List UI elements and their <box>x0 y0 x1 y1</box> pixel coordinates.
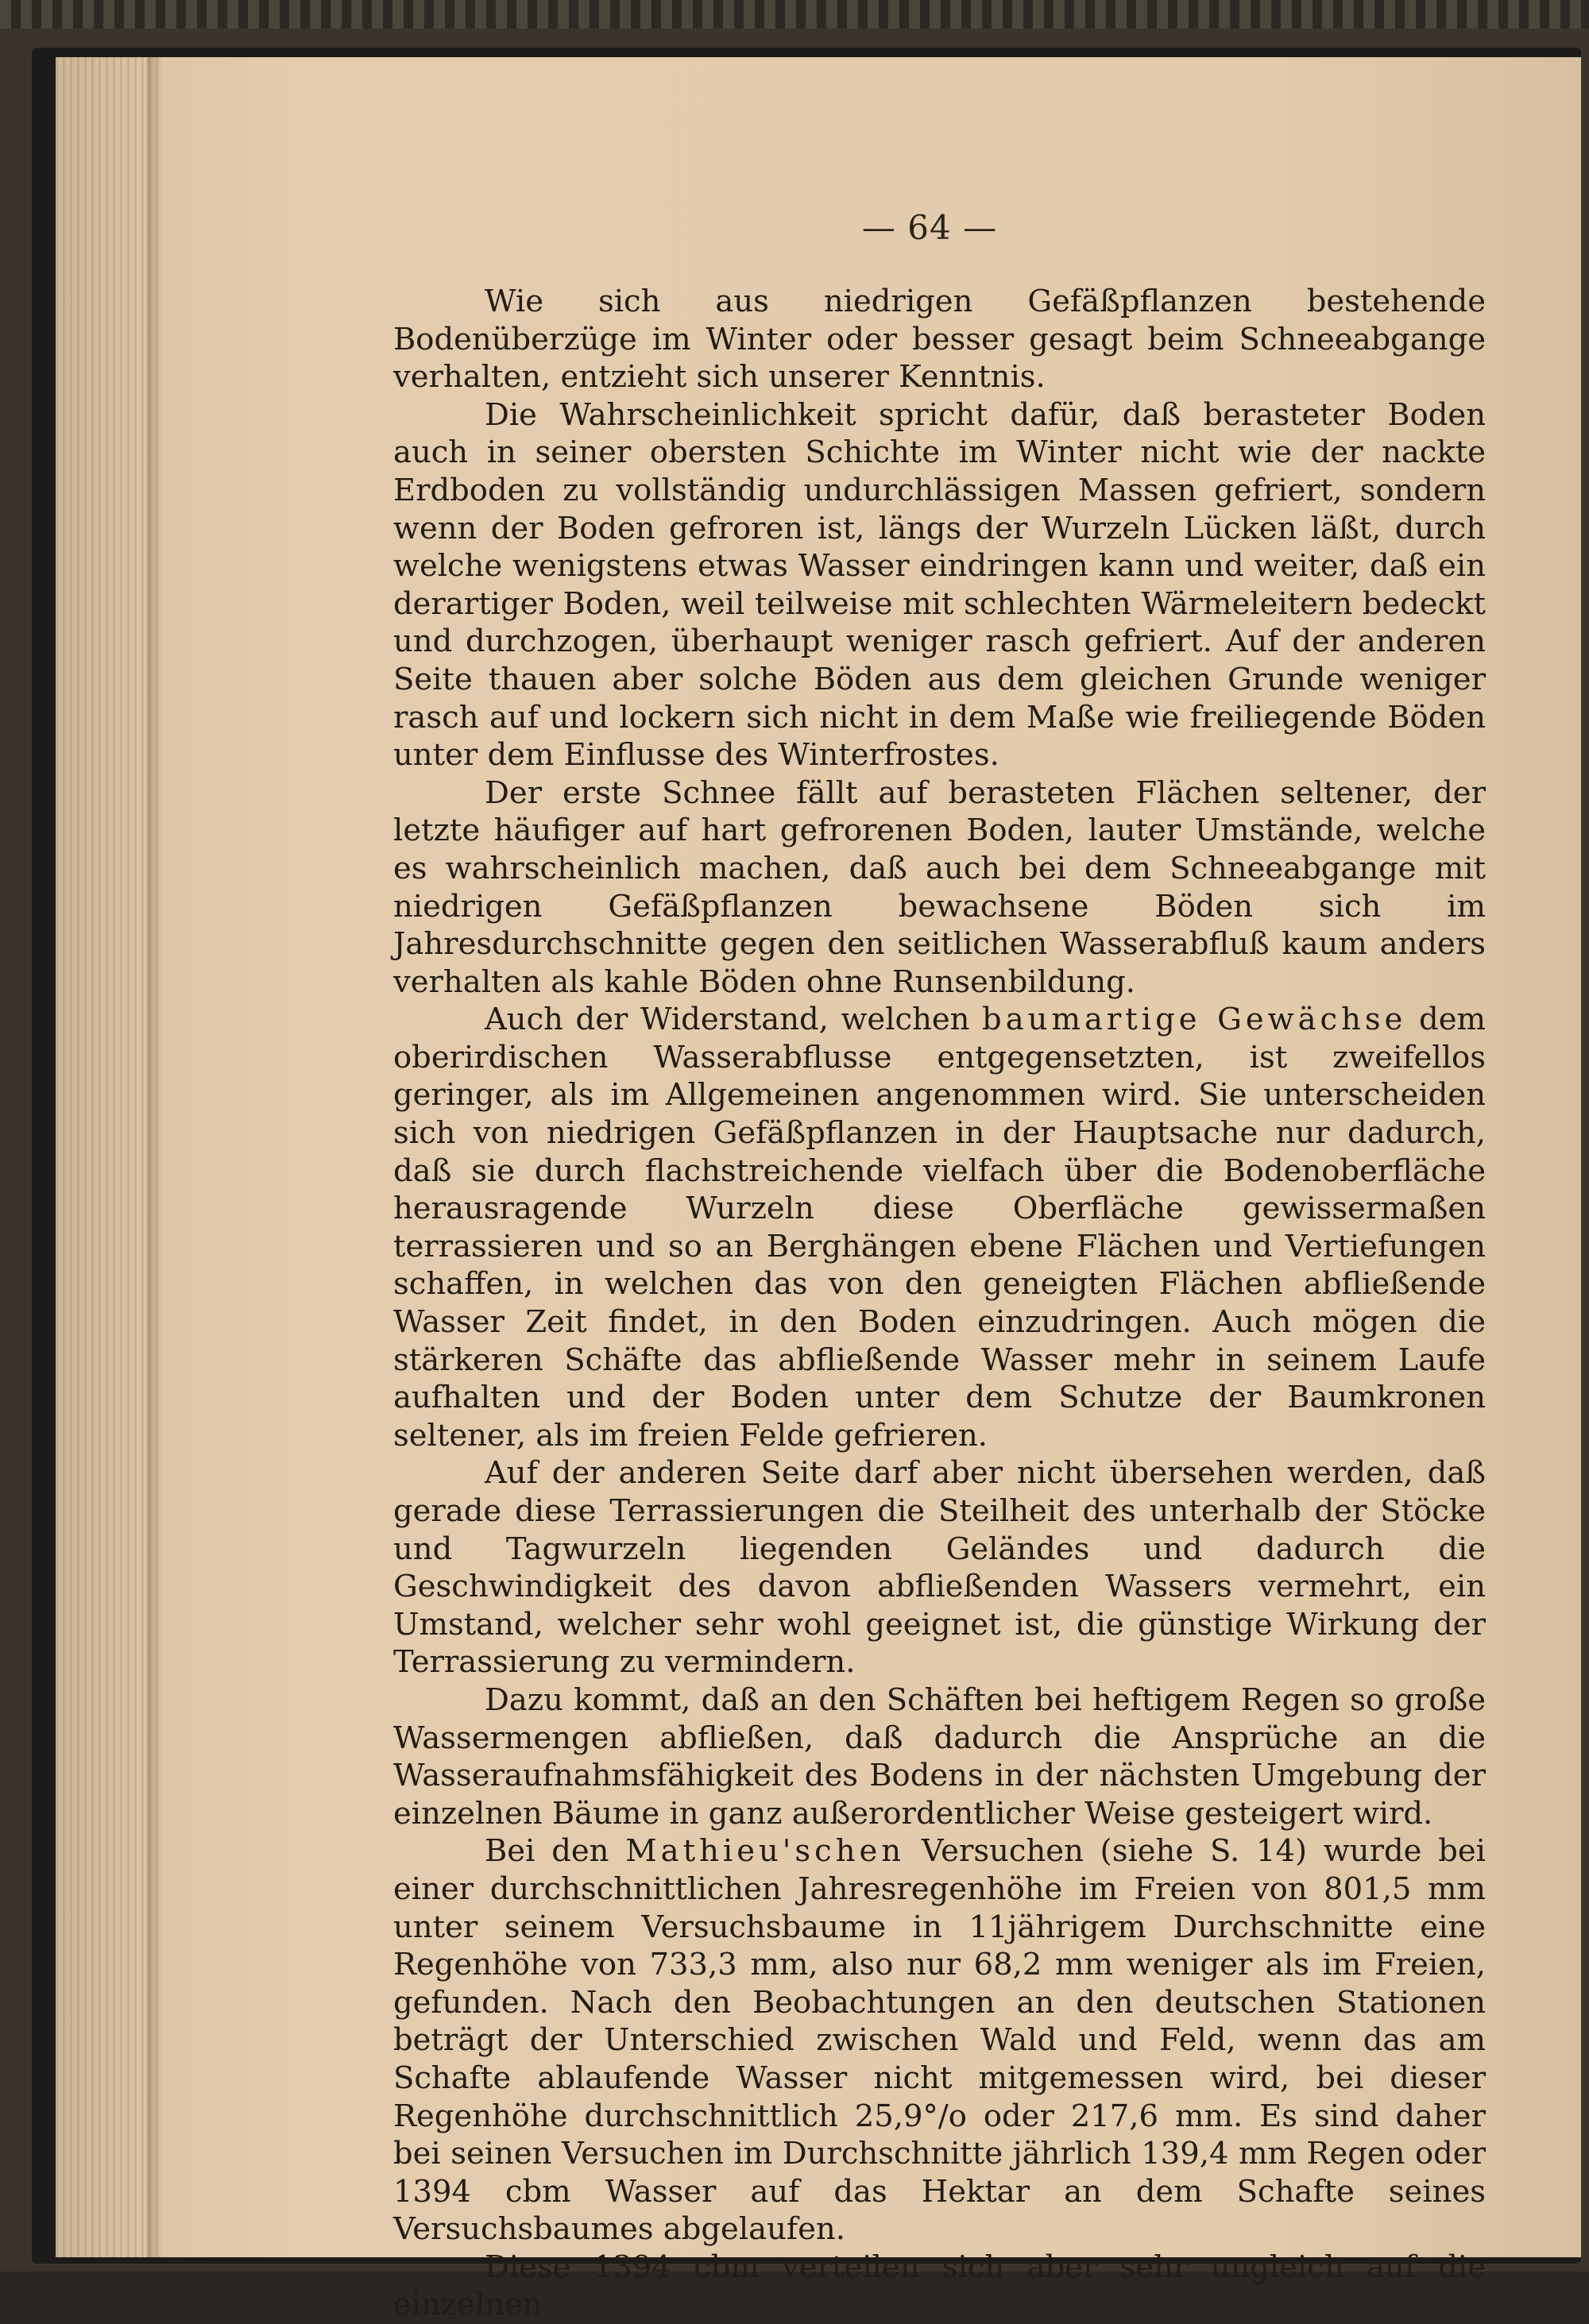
paragraph-text: Versuchen (siehe S. 14) wurde bei einer durchschnittlichen Jahresregenhöhe im Freien von 801,5 mm unter seinem Versuchsbaume in 11jährigem Durchschnitte eine Regenhöhe von 733,3 mm, also nur 68,2 mm weniger als im Freien, gefunden. Nach den Beobachtungen an den deutschen Stationen beträgt der Unterschied zwischen Wald und Feld, wenn das am Schafte ablaufende Wasser nicht mitgemessen wird, bei dieser Regenhöhe durchschnittlich 25,9°/o oder 217,6 mm. Es sind daher bei seinen Versuchen im Durchschnitte jährlich 139,4 mm Regen oder 1394 cbm Wasser auf das Hektar an dem Schafte seines Versuchsbaumes abgelaufen. <box>393 1833 1486 2248</box>
paragraph-text: Auch der Widerstand, welchen <box>485 1002 983 1038</box>
page-gutter <box>147 57 163 2257</box>
paragraph-text: Bei den <box>485 1833 626 1870</box>
paragraph <box>393 774 1486 1002</box>
paragraph <box>393 2249 1486 2324</box>
binding-stitch <box>0 0 1589 29</box>
paragraph <box>393 396 1486 774</box>
paragraph-text: Der erste Schnee fällt auf berasteten Flächen seltener, der letzte häufiger auf hart gefrorenen Boden, lauter Umstände, welche es wahrscheinlich machen, daß auch bei dem Schneeabgange mit niedrigen Gefäßpflanzen bewachsene Böden sich im Jahresdurchschnitte gegen den seitlichen Wasserabfluß kaum anders verhalten als kahle Böden ohne Runsenbildung. <box>393 774 1486 1000</box>
paragraph <box>393 283 1486 396</box>
paragraph-text: Diese 1394 cbm verteilen sich aber sehr ungleich auf die einzelnen <box>393 2249 1486 2323</box>
paragraph <box>393 1454 1486 1681</box>
emphasized-name: Mathieu'schen <box>625 1833 906 1870</box>
paragraph-text: Wie sich aus niedrigen Gefäßpflanzen bestehende Bodenüberzüge im Winter oder besser gesagt beim Schneeabgange verhalten, entzieht sich unserer Kenntnis. <box>393 284 1486 396</box>
page-number: — 64 — <box>861 208 998 247</box>
paragraph <box>393 1001 1486 1454</box>
paragraph-text: Dazu kommt, daß an den Schäften bei heftigem Regen so große Wassermengen abfließen, daß dadurch die Ansprüche an die Wasseraufnahmsfähigkeit des Bodens in der nächsten Umgebung der einzelnen Bäume in ganz außerordentlicher Weise gesteigert wird. <box>393 1681 1486 1832</box>
paragraph-text: Die Wahrscheinlichkeit spricht dafür, daß berasteter Boden auch in seiner obersten Schichte im Winter nicht wie der nackte Erdboden zu vollständig undurchlässigen Massen gefriert, sondern wenn der Boden gefroren ist, längs der Wurzeln Lücken läßt, durch welche wenigstens etwas Wasser eindringen kann und weiter, daß ein derartiger Boden, weil teilweise mit schlechten Wärmeleitern bedeckt und durchzogen, überhaupt weniger rasch gefriert. Auf der anderen Seite thauen aber solche Böden aus dem gleichen Grunde weniger rasch auf und lockern sich nicht in dem Maße wie freiliegende Böden unter dem Einflusse des Winterfrostes. <box>393 396 1486 774</box>
paragraph-text: dem oberirdischen Wasserabflusse entgegensetzten, ist zweifellos geringer, als im Allgemeinen angenommen wird. Sie unterscheiden sich von niedrigen Gefäßpflanzen in der Hauptsache nur dadurch, daß sie durch flachstreichende vielfach über die Bodenoberfläche herausragende Wurzeln diese Oberfläche gewissermaßen terrassieren und so an Berghängen ebene Flächen und Vertiefungen schaffen, in welchen das von den geneigten Flächen abfließende Wasser Zeit findet, in den Boden einzudringen. Auch mögen die stärkeren Schäfte das abfließende Wasser mehr in seinem Laufe aufhalten und der Boden unter dem Schutze der Baumkronen seltener, als im freien Felde gefrieren. <box>393 1002 1486 1453</box>
paragraph <box>393 1832 1486 2249</box>
paragraph <box>393 1681 1486 1832</box>
paragraph-text: Auf der anderen Seite darf aber nicht übersehen werden, daß gerade diese Terrassierungen die Steilheit des unterhalb der Stöcke und Tagwurzeln liegenden Geländes und dadurch die Geschwindigkeit des davon abfließenden Wassers vermehrt, ein Umstand, welcher sehr wohl geeignet ist, die günstige Wirkung der Terrassierung zu vermindern. <box>393 1455 1486 1681</box>
body-text <box>393 283 1486 2324</box>
emphasized-term: baumartige Gewächse <box>982 1002 1407 1038</box>
page-edges <box>56 57 159 2257</box>
